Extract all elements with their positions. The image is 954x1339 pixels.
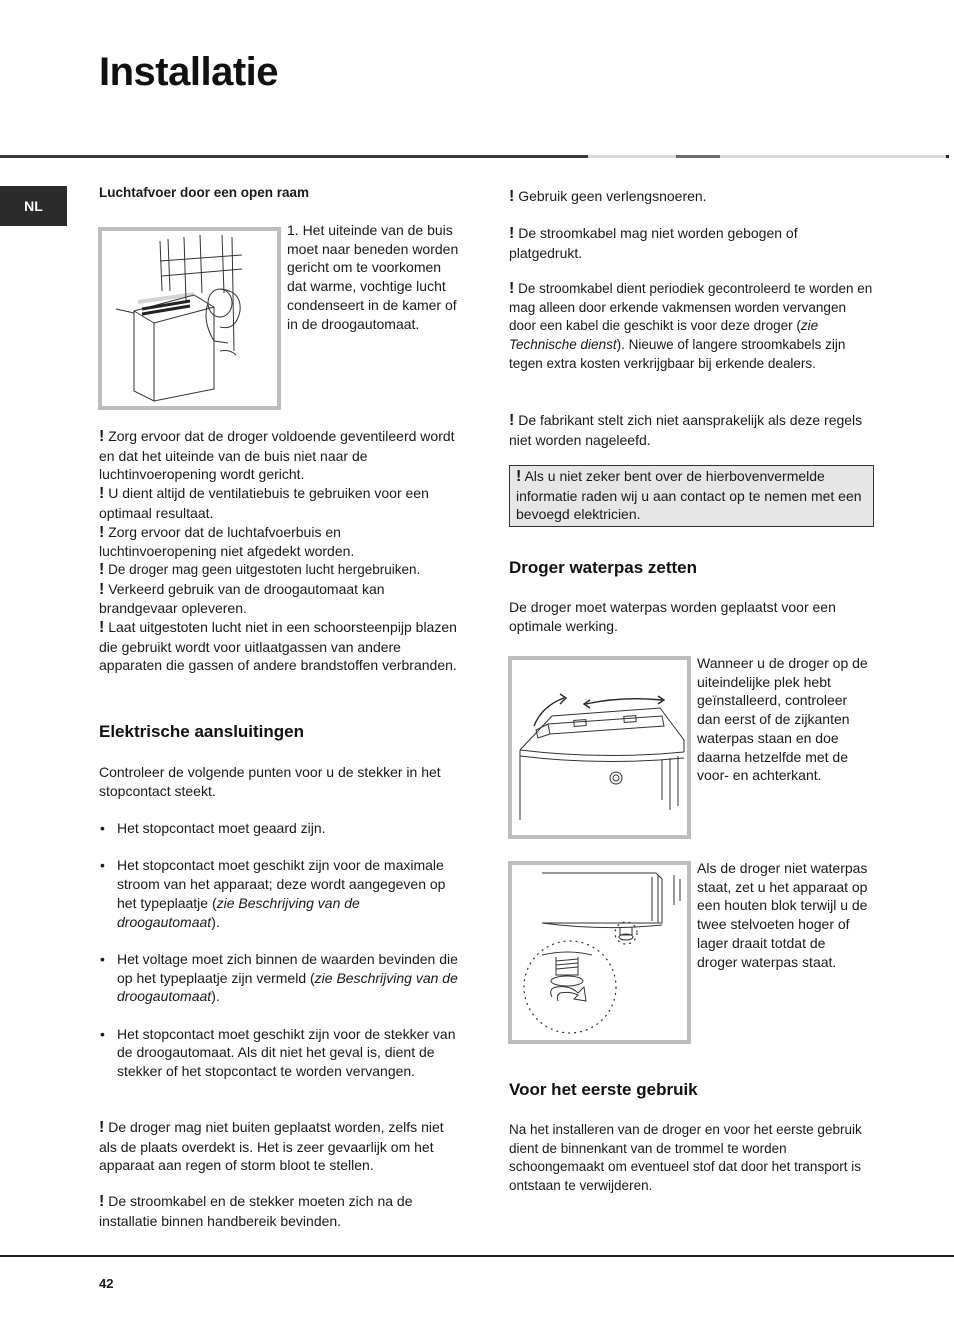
heading-first-use: Voor het eerste gebruik <box>509 1080 698 1099</box>
exclamation-icon: ! <box>509 225 515 242</box>
warning-periodic-check: ! De stroomkabel dient periodiek gecontroleerd te worden en mag alleen door erkende vakmensen worden vervangen door een kabel die geschikt is voor deze droger (zie Technische dienst). Nieuwe of langere stroomkabels zijn tegen extra kosten verkrijgbaar bij erkende dealers. <box>509 280 873 371</box>
figure-spirit-level-caption: Wanneer u de droger op de uiteindelijke plek hebt geïnstalleerd, controleer dan eerst of de zijkanten waterpas staan en doe daarna hetzelfde met de voor- en achterkant. <box>697 655 868 784</box>
exclamation-icon: ! <box>99 485 105 503</box>
warning-reach: ! De stroomkabel en de stekker moeten zich na de installatie binnen handbereik bevinden. <box>99 1193 413 1229</box>
list-item: • Het stopcontact moet geschikt zijn voor de stekker van de droogautomaat. Als dit niet het geval is, dient de stekker of het stopcontact te worden vervangen. <box>99 1025 461 1081</box>
exclamation-icon: ! <box>516 468 522 485</box>
ventilation-warnings <box>99 427 461 675</box>
warning-no-recycle: ! De droger mag geen uitgestoten lucht hergebruiken. <box>99 560 421 578</box>
leveling-intro: De droger moet waterpas worden geplaatst voor een optimale werking. <box>509 599 836 634</box>
exclamation-icon: ! <box>99 619 105 637</box>
list-item: • Het stopcontact moet geaard zijn. <box>99 819 461 838</box>
warning-chimney: ! Laat uitgestoten lucht niet in een schoorsteenpijp blazen die gebruikt wordt voor uitlaatgassen van andere apparaten die gassen of andere brandstoffen verbranden. <box>99 619 457 674</box>
warning-bend: ! De stroomkabel mag niet worden gebogen of platgedrukt. <box>509 225 798 261</box>
language-tab: NL <box>0 186 67 226</box>
header-rule-dark <box>0 155 588 158</box>
header-rule-light <box>588 155 676 158</box>
footer-rule <box>0 1255 954 1257</box>
electrical-checklist <box>99 819 461 1099</box>
figure-adjustable-feet-caption: Als de droger niet waterpas staat, zet u het apparaat op een houten blok terwijl u de twee stelvoeten hoger of lager draait totdat de droger waterpas staat. <box>697 860 868 970</box>
warning-fire-hazard: ! Verkeerd gebruik van de droogautomaat kan brandgevaar opleveren. <box>99 580 385 617</box>
exclamation-icon: ! <box>99 560 105 578</box>
exclamation-icon: ! <box>99 580 105 598</box>
exclamation-icon: ! <box>99 428 105 445</box>
warning-extension: ! Gebruik geen verlengsnoeren. <box>509 188 707 205</box>
adjustable-feet-illustration <box>512 865 687 1040</box>
warning-outdoor: ! De droger mag niet buiten geplaatst worden, zelfs niet als de plaats overdekt is. Het is zeer gevaarlijk om het apparaat aan regen of storm bloot te stellen. <box>99 1119 444 1174</box>
exclamation-icon: ! <box>99 1193 105 1210</box>
header-rule-mid <box>676 155 720 158</box>
spirit-level-illustration <box>512 660 687 835</box>
figure-window-caption: 1. Het uiteinde van de buis moet naar beneden worden gericht om te voorkomen dat warme, vochtige lucht condenseert in de kamer of in de droogautomaat. <box>287 222 459 332</box>
exclamation-icon: ! <box>99 1119 105 1136</box>
figure-spirit-level <box>508 656 691 839</box>
warning-use-tube: ! U dient altijd de ventilatiebuis te gebruiken voor een optimaal resultaat. <box>99 485 429 521</box>
figure-window-exhaust <box>98 227 281 410</box>
exclamation-icon: ! <box>99 523 105 541</box>
warning-ventilation: ! Zorg ervoor dat de droger voldoende geventileerd wordt en dat het uiteinde van de buis niet naar de luchtinvoeropening wordt gericht. <box>99 428 455 483</box>
warning-not-covered: ! Zorg ervoor dat de luchtafvoerbuis en luchtinvoeropening niet afgedekt worden. <box>99 523 355 560</box>
boxed-electrician-note: ! Als u niet zeker bent over de hierbovenvermelde informatie raden wij u aan contact op te nemen met een bevoegd elektricien. <box>509 465 874 527</box>
section-subhead-window: Luchtafvoer door een open raam <box>99 185 310 200</box>
exclamation-icon: ! <box>509 412 515 429</box>
list-item: • Het voltage moet zich binnen de waarden bevinden die op het typeplaatje zijn vermeld (zie Beschrijving van de droogautomaat). <box>99 950 461 1006</box>
first-use-text: Na het installeren van de droger en voor het eerste gebruik dient de binnenkant van de trommel te worden schoongemaakt om eventueel stof dat door het transport is ontstaan te verwijderen. <box>509 1122 862 1194</box>
warning-liability: ! De fabrikant stelt zich niet aansprakelijk als deze regels niet worden nageleefd. <box>509 412 863 448</box>
exclamation-icon: ! <box>509 188 515 205</box>
header-rule-end <box>946 155 949 158</box>
page-number: 42 <box>99 1276 114 1291</box>
heading-electrical: Elektrische aansluitingen <box>99 722 305 741</box>
exclamation-icon: ! <box>509 280 515 297</box>
dryer-window-illustration <box>102 231 277 406</box>
electrical-intro: Controleer de volgende punten voor u de stekker in het stopcontact steekt. <box>99 764 441 799</box>
heading-leveling: Droger waterpas zetten <box>509 558 697 577</box>
page-title: Installatie <box>99 50 279 94</box>
figure-adjustable-feet <box>508 861 691 1044</box>
list-item: • Het stopcontact moet geschikt zijn voor de maximale stroom van het apparaat; deze wordt aangegeven op het typeplaatje (zie Beschrijving van de droogautomaat). <box>99 856 461 931</box>
header-rule-light-2 <box>720 155 946 158</box>
